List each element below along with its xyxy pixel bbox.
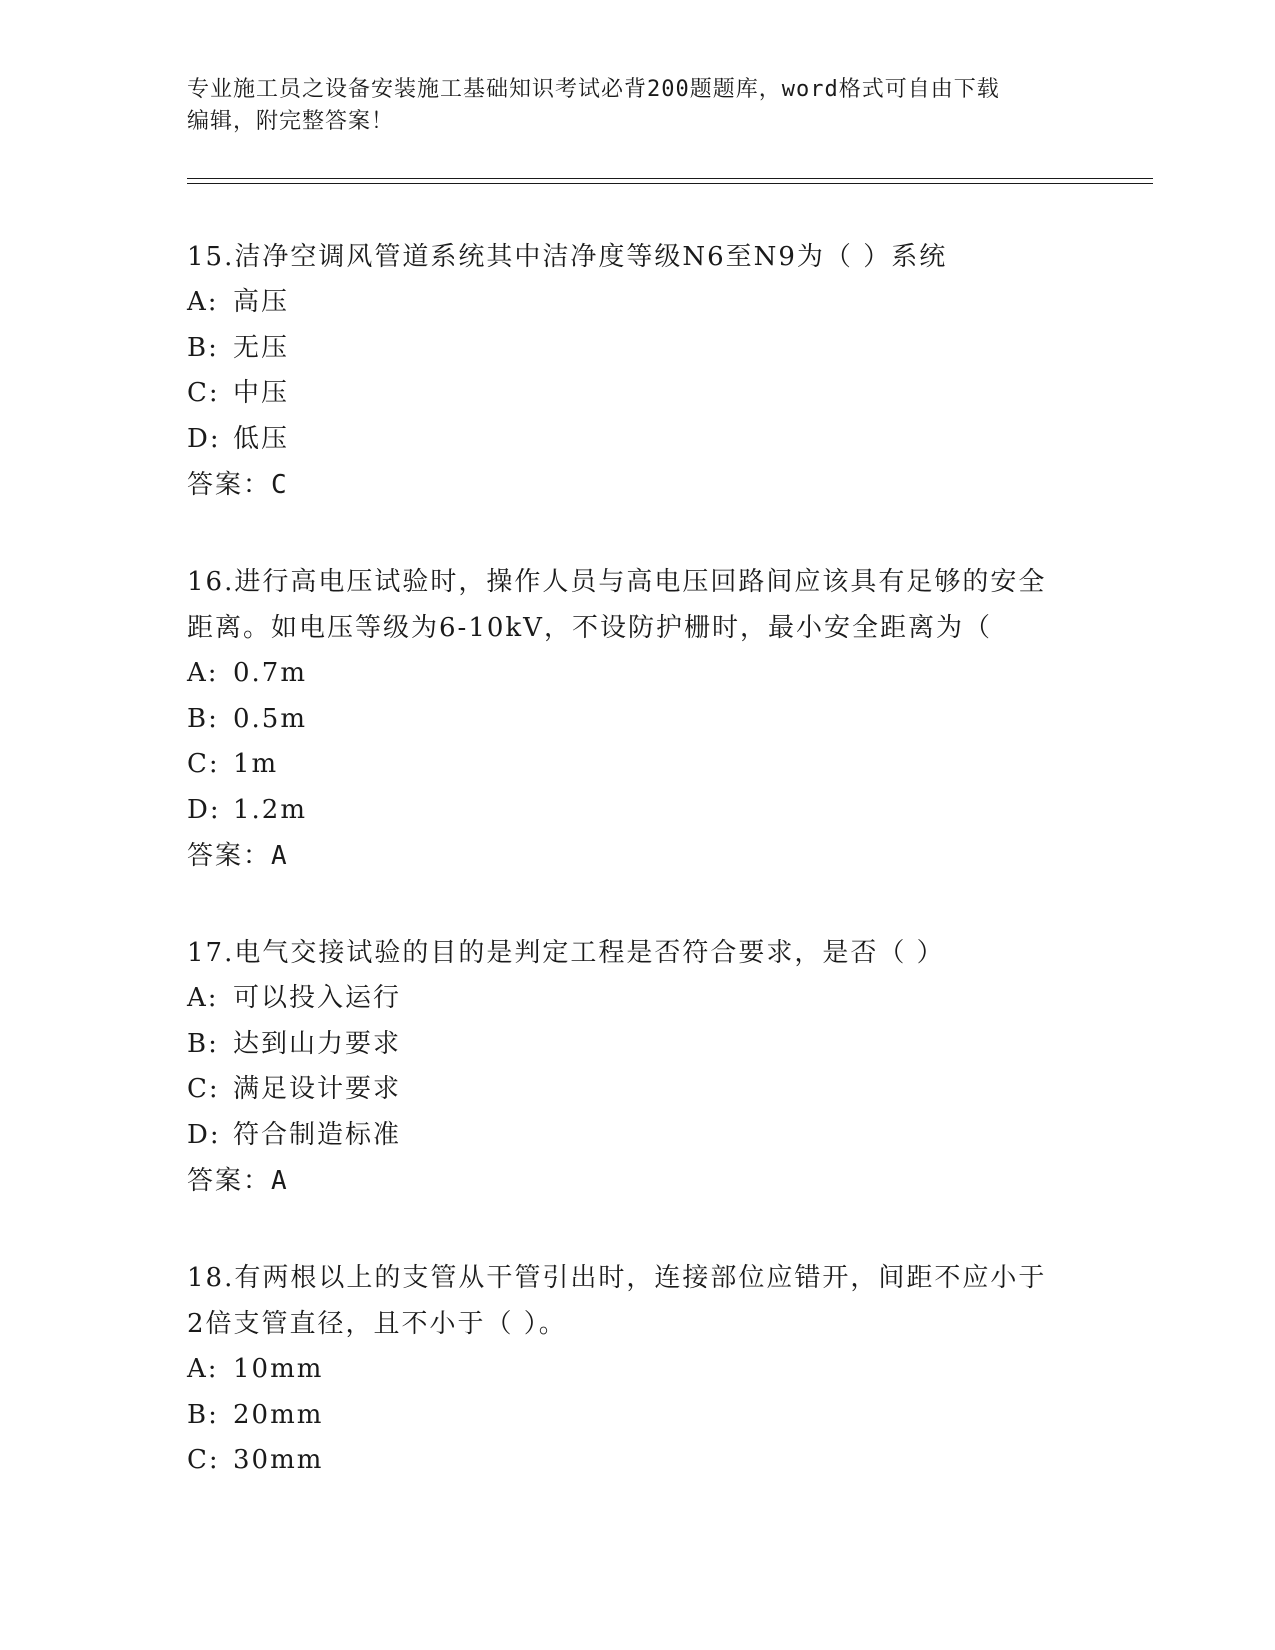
answer-option	[187, 326, 1087, 372]
answer-value: A	[271, 841, 289, 871]
answer-option	[187, 742, 1087, 788]
option-key: C:	[187, 749, 220, 779]
option-key: A:	[187, 983, 219, 1013]
option-text: 达到山力要求	[233, 1028, 402, 1059]
option-key: C:	[187, 378, 220, 408]
option-key: C:	[187, 1445, 220, 1475]
answer-line	[187, 833, 1087, 879]
option-key: A:	[187, 658, 219, 688]
answer-label: 答案：	[187, 841, 272, 871]
answer-option	[187, 280, 1087, 326]
answer-option	[187, 417, 1087, 463]
option-text: 符合制造标准	[233, 1119, 402, 1150]
option-text: 0.5m	[233, 703, 308, 734]
answer-option	[187, 1067, 1087, 1113]
document-header	[187, 74, 1087, 138]
answer-option	[187, 697, 1087, 743]
option-key: B:	[187, 1399, 219, 1430]
option-text: 0.7m	[233, 658, 308, 688]
header-rule-bottom	[187, 183, 1153, 184]
option-key: A:	[187, 287, 219, 317]
answer-label: 答案：	[187, 1166, 272, 1196]
answer-option	[187, 788, 1087, 834]
option-text: 中压	[233, 378, 290, 408]
header-rule-top	[187, 178, 1153, 179]
question-stem-line: 2倍支管直径，且不小于（ ）。	[187, 1309, 567, 1339]
question-list	[187, 234, 1087, 1535]
answer-label: 答案：	[187, 470, 272, 500]
option-text: 低压	[233, 423, 290, 454]
option-key: D:	[187, 794, 221, 825]
answer-value: A	[271, 1166, 289, 1196]
question-stem-line: 16.进行高电压试验时，操作人员与高电压回路间应该具有足够的安全	[187, 567, 1047, 597]
option-text: 1m	[233, 749, 279, 779]
question-item	[187, 1255, 1087, 1484]
option-text: 可以投入运行	[233, 983, 402, 1013]
answer-option	[187, 976, 1087, 1022]
header-line-2: 编辑，附完整答案！	[187, 109, 395, 134]
option-text: 1.2m	[233, 794, 308, 825]
option-text: 20mm	[233, 1399, 324, 1430]
question-item	[187, 234, 1087, 508]
answer-option	[187, 371, 1087, 417]
option-key: D:	[187, 1119, 221, 1150]
answer-line	[187, 1158, 1087, 1204]
option-text: 10mm	[233, 1354, 324, 1384]
option-text: 高压	[233, 287, 290, 317]
answer-option	[187, 1393, 1087, 1439]
question-stem-line: 距离。如电压等级为6-10kV，不设防护栅时，最小安全距离为（	[187, 613, 992, 643]
answer-option	[187, 1113, 1087, 1159]
answer-option	[187, 1022, 1087, 1068]
answer-option	[187, 1438, 1087, 1484]
question-item	[187, 559, 1087, 879]
answer-value: C	[271, 470, 289, 500]
option-key: B:	[187, 1028, 219, 1059]
question-stem-line: 18.有两根以上的支管从干管引出时，连接部位应错开，间距不应小于	[187, 1263, 1047, 1293]
question-stem-line: 17.电气交接试验的目的是判定工程是否符合要求，是否（ ）	[187, 938, 945, 968]
header-line-1: 专业施工员之设备安装施工基础知识考试必背200题题库，word格式可自由下载	[187, 77, 1000, 102]
option-text: 无压	[233, 332, 290, 363]
answer-option	[187, 651, 1087, 697]
question-stem-line: 15.洁净空调风管道系统其中洁净度等级N6至N9为（ ）系统	[187, 242, 948, 272]
option-key: B:	[187, 332, 219, 363]
answer-option	[187, 1347, 1087, 1393]
option-text: 满足设计要求	[233, 1074, 402, 1104]
option-key: B:	[187, 703, 219, 734]
option-key: D:	[187, 423, 221, 454]
question-item	[187, 930, 1087, 1204]
answer-line	[187, 462, 1087, 508]
option-text: 30mm	[233, 1445, 324, 1475]
option-key: A:	[187, 1354, 219, 1384]
option-key: C:	[187, 1074, 220, 1104]
